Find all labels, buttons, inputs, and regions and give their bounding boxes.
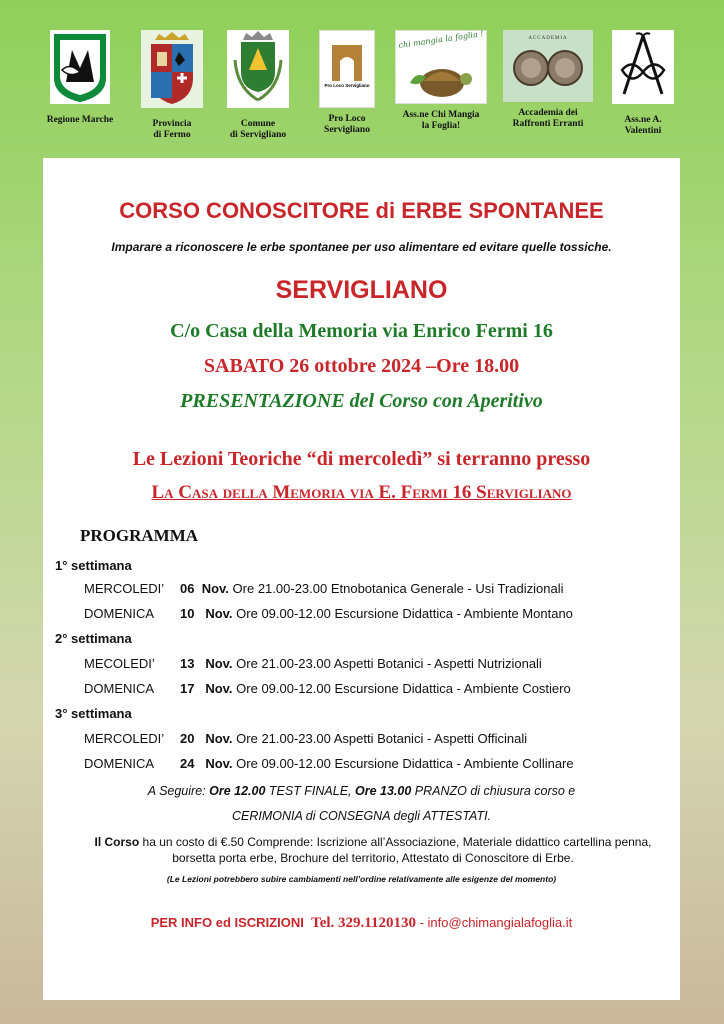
- logo-bar: [0, 0, 724, 160]
- lessons-place: [43, 482, 680, 504]
- info-tel: Tel. 329.1120130: [311, 915, 416, 931]
- pro-loco-text: Pro Loco Servigliano: [324, 83, 370, 88]
- schedule-row: [84, 756, 574, 771]
- accademia-emblem: [503, 30, 593, 102]
- change-note: (Le Lezioni potrebbero subire cambiamenti nell’ordine relativamente alle esigenze del momento): [166, 874, 557, 884]
- venue-line: C/o Casa della Memoria via Enrico Fermi 16: [170, 320, 553, 342]
- follow-d: Ore 13.00: [355, 784, 412, 798]
- row-day: DOMENICA: [84, 681, 155, 696]
- row-num: 20: [180, 731, 195, 746]
- follow-a: A Seguire:: [147, 784, 210, 798]
- row-num: 06: [180, 581, 195, 596]
- regione-marche-emblem: [50, 30, 110, 104]
- chi-mangia-logo: [391, 30, 491, 132]
- course-subtitle: Imparare a riconoscere le erbe spontanee per uso alimentare ed evitare quelle tossiche.: [111, 240, 612, 254]
- date-line: SABATO 26 ottobre 2024 –Ore 18.00: [203, 355, 520, 377]
- logo-caption: Accademia dei Raffronti Erranti: [512, 108, 584, 129]
- provincia-fermo-emblem: [141, 30, 203, 108]
- week-label: 2° settimana: [55, 631, 132, 646]
- follow-e: PRANZO di chiusura corso e: [411, 784, 576, 798]
- flyer-sheet: [43, 158, 680, 1000]
- schedule-row: [84, 681, 571, 696]
- row-desc: Ore 09.00-12.00 Escursione Didattica - Ambiente Costiero: [236, 681, 571, 696]
- row-month: Nov.: [205, 756, 233, 771]
- presentation-strong: PRESENTAZIONE: [180, 390, 345, 412]
- row-day: MERCOLEDI’: [84, 731, 165, 746]
- row-desc: Ore 21.00-23.00 Aspetti Botanici - Aspetti Nutrizionali: [236, 656, 542, 671]
- presentation-rest: del Corso con Aperitivo: [344, 390, 543, 412]
- logo-caption: Ass.ne A. Valentini: [624, 115, 662, 136]
- schedule-row: [84, 606, 573, 621]
- comune-servigliano-emblem: [227, 30, 289, 108]
- row-month: Nov.: [201, 581, 229, 596]
- row-num: 24: [180, 756, 195, 771]
- chi-mangia-text: chi mangia la foglia !: [397, 29, 485, 50]
- program-title: PROGRAMMA: [80, 526, 199, 545]
- cost-paragraph: [83, 834, 663, 866]
- ceremony-line: CERIMONIA di CONSEGNA degli ATTESTATI.: [231, 809, 492, 823]
- presentation-line: [43, 390, 680, 413]
- accademia-logo: [498, 30, 598, 130]
- week-label: 3° settimana: [55, 706, 132, 721]
- regione-marche-logo: [30, 30, 130, 126]
- logo-caption: Provincia di Fermo: [152, 119, 192, 140]
- row-desc: Ore 09.00-12.00 Escursione Didattica - Ambiente Montano: [236, 606, 573, 621]
- row-month: Nov.: [205, 681, 233, 696]
- row-desc: Ore 21.00-23.00 Aspetti Botanici - Aspetti Officinali: [236, 731, 528, 746]
- schedule-row: [84, 731, 527, 746]
- lessons-place-text: La Casa della Memoria via E. Fermi 16 Servigliano: [151, 482, 572, 503]
- row-day: MERCOLEDI’: [84, 581, 165, 596]
- valentini-emblem: [612, 30, 674, 104]
- follow-c: TEST FINALE,: [265, 784, 356, 798]
- row-num: 13: [180, 656, 195, 671]
- follow-line: [43, 784, 680, 798]
- row-day: MECOLEDI’: [84, 656, 155, 671]
- accademia-text: ACCADEMIA: [528, 36, 568, 41]
- info-label: PER INFO ed ISCRIZIONI: [150, 915, 304, 930]
- row-desc: Ore 21.00-23.00 Etnobotanica Generale - Usi Tradizionali: [232, 581, 564, 596]
- pro-loco-logo: [297, 30, 397, 136]
- schedule-row: [84, 656, 542, 671]
- logo-caption: Regione Marche: [46, 115, 114, 125]
- info-line: [43, 915, 680, 932]
- schedule-row: [84, 581, 564, 596]
- row-desc: Ore 09.00-12.00 Escursione Didattica - Ambiente Collinare: [236, 756, 574, 771]
- row-day: DOMENICA: [84, 606, 155, 621]
- logo-caption: Ass.ne Chi Mangia la Foglia!: [402, 110, 480, 131]
- info-email[interactable]: - info@chimangialafoglia.it: [419, 915, 573, 930]
- logo-caption: Pro Loco Servigliano: [324, 114, 370, 135]
- row-month: Nov.: [205, 606, 233, 621]
- cost-text: ha un costo di €.50 Comprende: Iscrizione all’Associazione, Materiale didattico cartellina penna, borsetta porta erbe, Brochure del territorio, Attestato di Conoscitore di Erbe.: [139, 835, 652, 865]
- row-num: 17: [180, 681, 195, 696]
- week-label: 1° settimana: [55, 558, 132, 573]
- logo-caption: Comune di Servigliano: [229, 119, 287, 140]
- pro-loco-emblem: [319, 30, 375, 108]
- chi-mangia-emblem: [395, 30, 487, 104]
- course-title: CORSO CONOSCITORE di ERBE SPONTANEE: [119, 198, 604, 223]
- row-num: 10: [180, 606, 195, 621]
- valentini-logo: [593, 30, 693, 137]
- comune-servigliano-logo: [208, 30, 308, 141]
- row-month: Nov.: [205, 731, 233, 746]
- town-name: SERVIGLIANO: [275, 276, 448, 304]
- row-month: Nov.: [205, 656, 233, 671]
- cost-lead: Il Corso: [94, 835, 140, 849]
- lessons-intro: Le Lezioni Teoriche “di mercoledì” si terranno presso: [132, 448, 591, 470]
- provincia-fermo-logo: [122, 30, 222, 141]
- row-day: DOMENICA: [84, 756, 155, 771]
- follow-b: Ore 12.00: [209, 784, 266, 798]
